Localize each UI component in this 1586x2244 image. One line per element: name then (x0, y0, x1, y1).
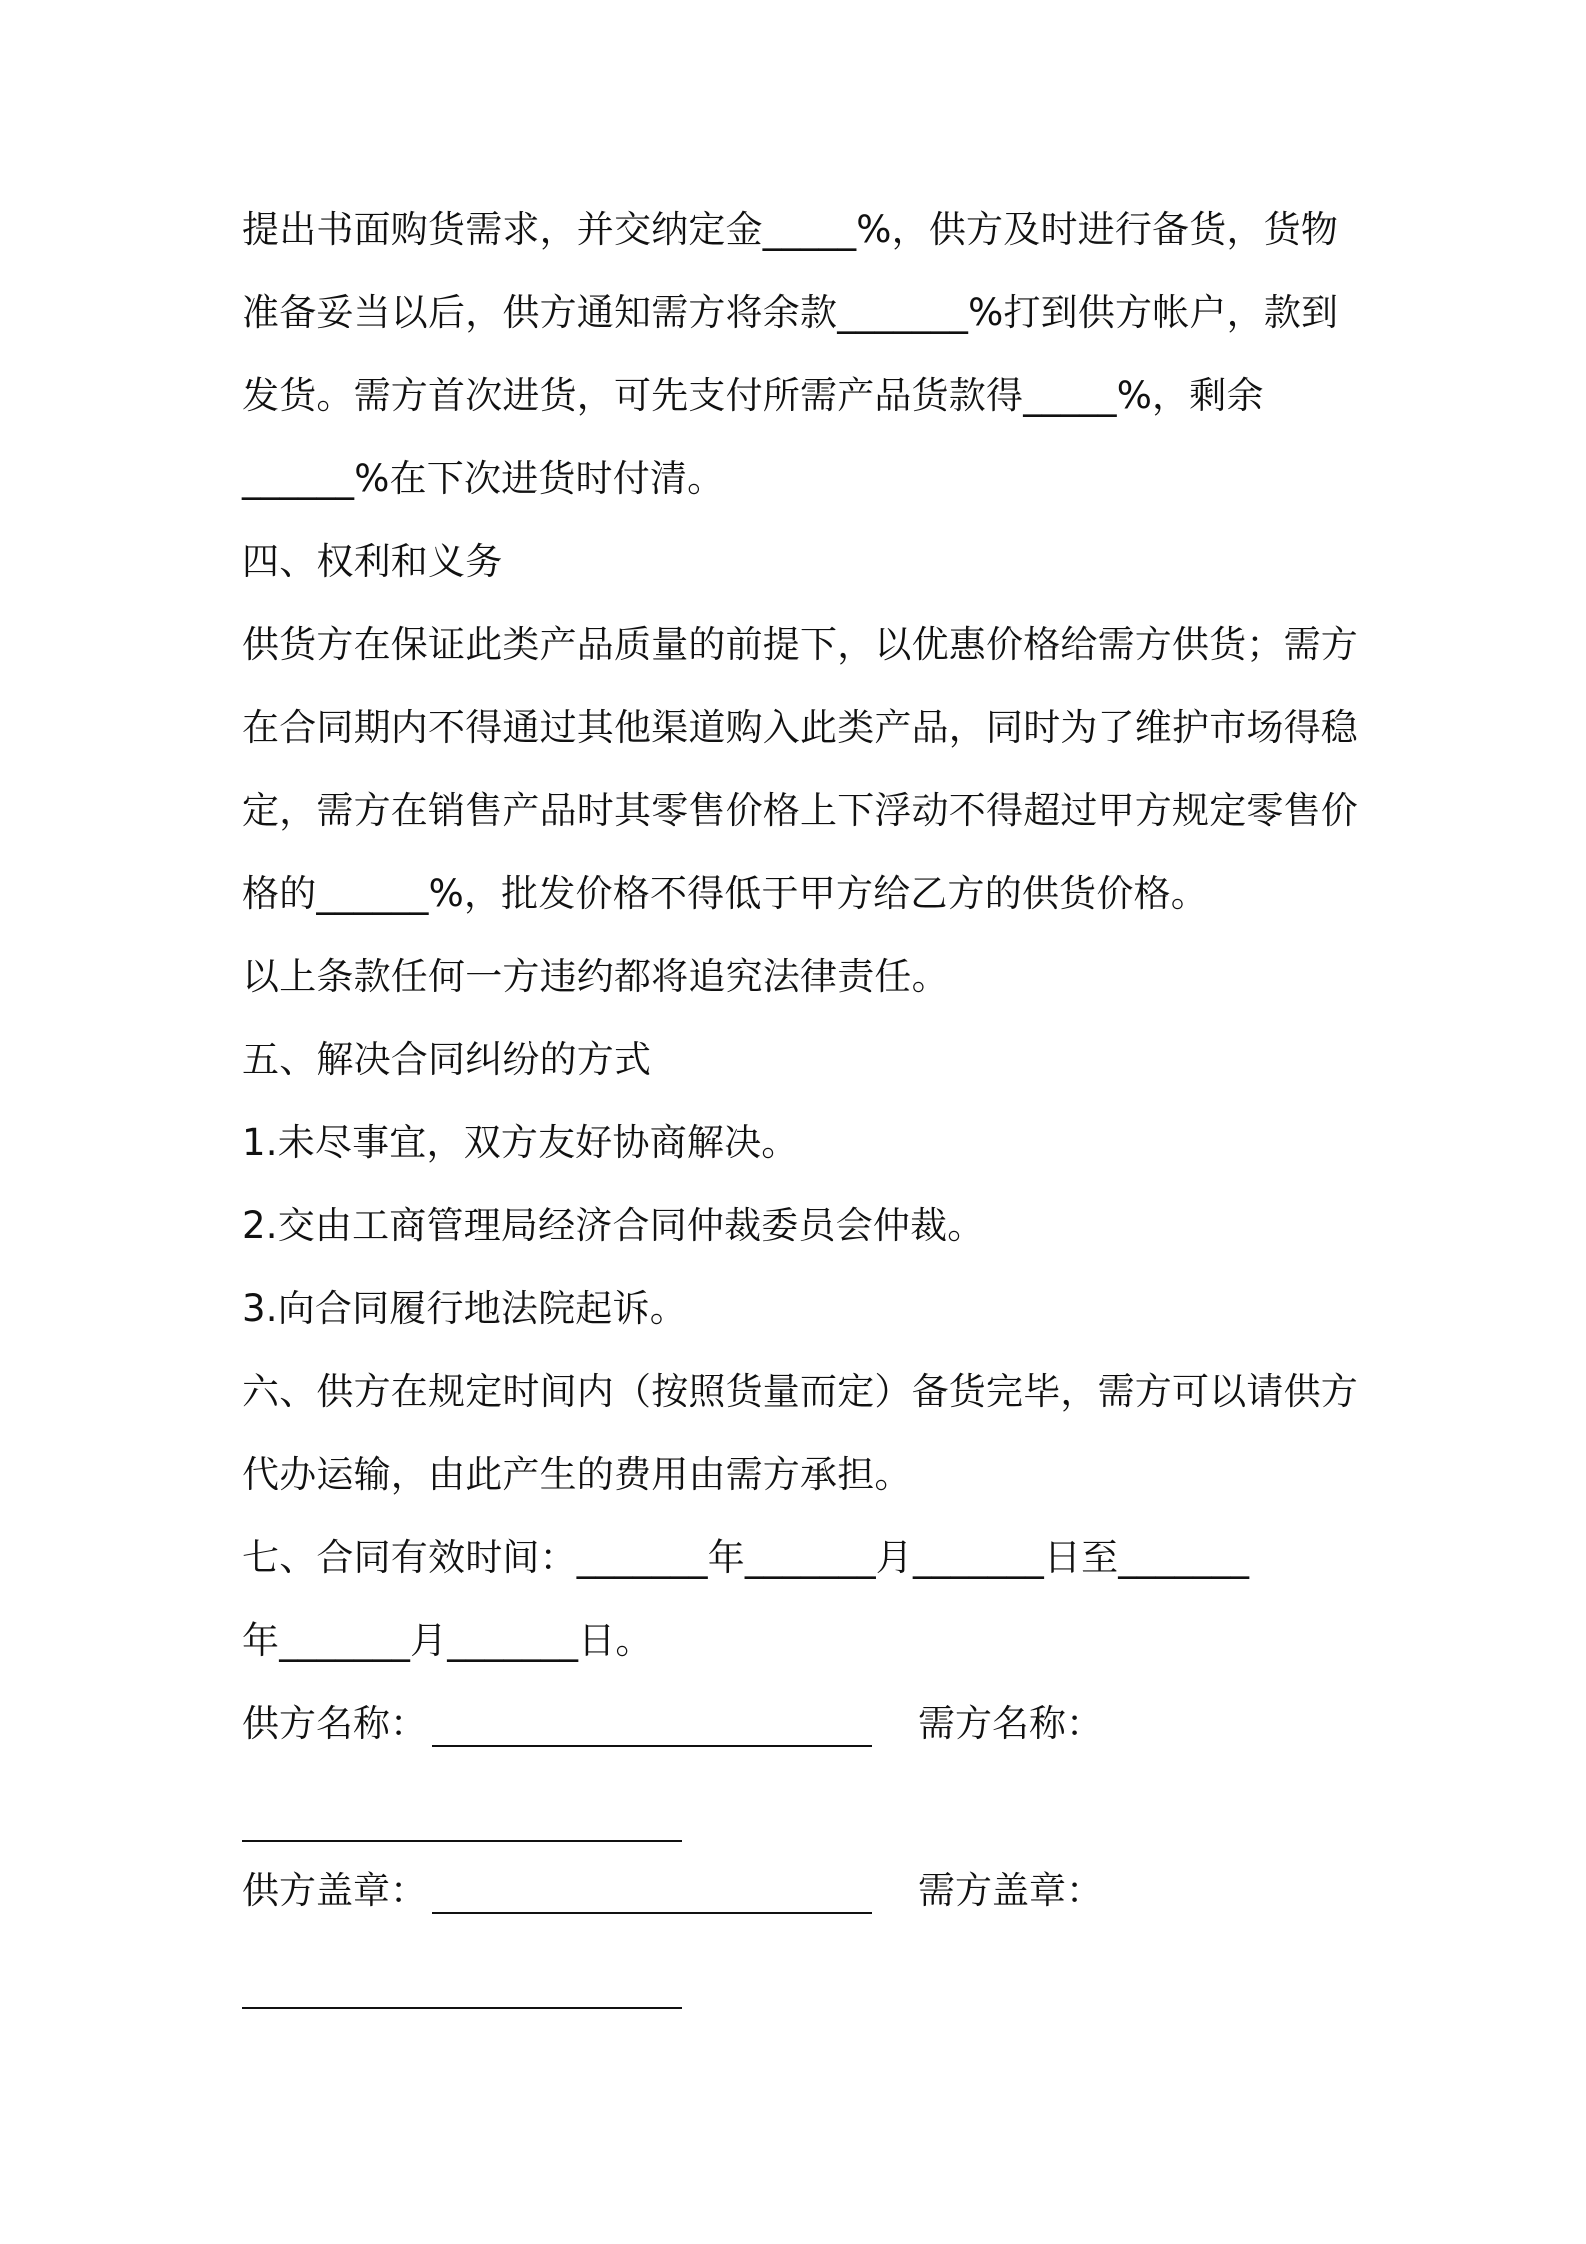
paragraph-line: ______%在下次进货时付清。 (242, 457, 725, 500)
list-item: 3.向合同履行地法院起诉。 (242, 1287, 687, 1330)
paragraph-line: 提出书面购货需求，并交纳定金_____%，供方及时进行备货，货物 (242, 208, 1339, 251)
paragraph-line: 发货。需方首次进货，可先支付所需产品货款得_____%，剩余 (242, 374, 1264, 417)
buyer-seal-blank (242, 2007, 682, 2009)
buyer-name-blank (242, 1840, 682, 1842)
paragraph-line: 年_______月_______日。 (242, 1619, 653, 1662)
section-heading: 七、合同有效时间：_______年_______月_______日至_______ (242, 1536, 1250, 1579)
section-heading: 五、解决合同纠纷的方式 (242, 1038, 652, 1081)
paragraph-line: 定，需方在销售产品时其零售价格上下浮动不得超过甲方规定零售价 (242, 789, 1358, 832)
paragraph-line: 准备妥当以后，供方通知需方将余款_______%打到供方帐户，款到 (242, 291, 1339, 334)
paragraph-line: 代办运输，由此产生的费用由需方承担。 (242, 1453, 912, 1496)
paragraph-line: 格的______%，批发价格不得低于甲方给乙方的供货价格。 (242, 872, 1208, 915)
list-item: 1.未尽事宜，双方友好协商解决。 (242, 1121, 799, 1164)
list-item: 2.交由工商管理局经济合同仲裁委员会仲裁。 (242, 1204, 985, 1247)
supplier-seal-blank (432, 1912, 872, 1914)
buyer-name-label: 需方名称： (918, 1702, 1103, 1745)
paragraph-line: 以上条款任何一方违约都将追究法律责任。 (242, 955, 949, 998)
buyer-seal-label: 需方盖章： (918, 1869, 1103, 1912)
supplier-name-label: 供方名称： (242, 1702, 427, 1745)
section-heading: 六、供方在规定时间内（按照货量而定）备货完毕，需方可以请供方 (242, 1370, 1358, 1413)
section-heading: 四、权利和义务 (242, 540, 503, 583)
paragraph-line: 在合同期内不得通过其他渠道购入此类产品，同时为了维护市场得稳 (242, 706, 1358, 749)
paragraph-line: 供货方在保证此类产品质量的前提下，以优惠价格给需方供货；需方 (242, 623, 1358, 666)
supplier-name-blank (432, 1745, 872, 1747)
supplier-seal-label: 供方盖章： (242, 1869, 427, 1912)
